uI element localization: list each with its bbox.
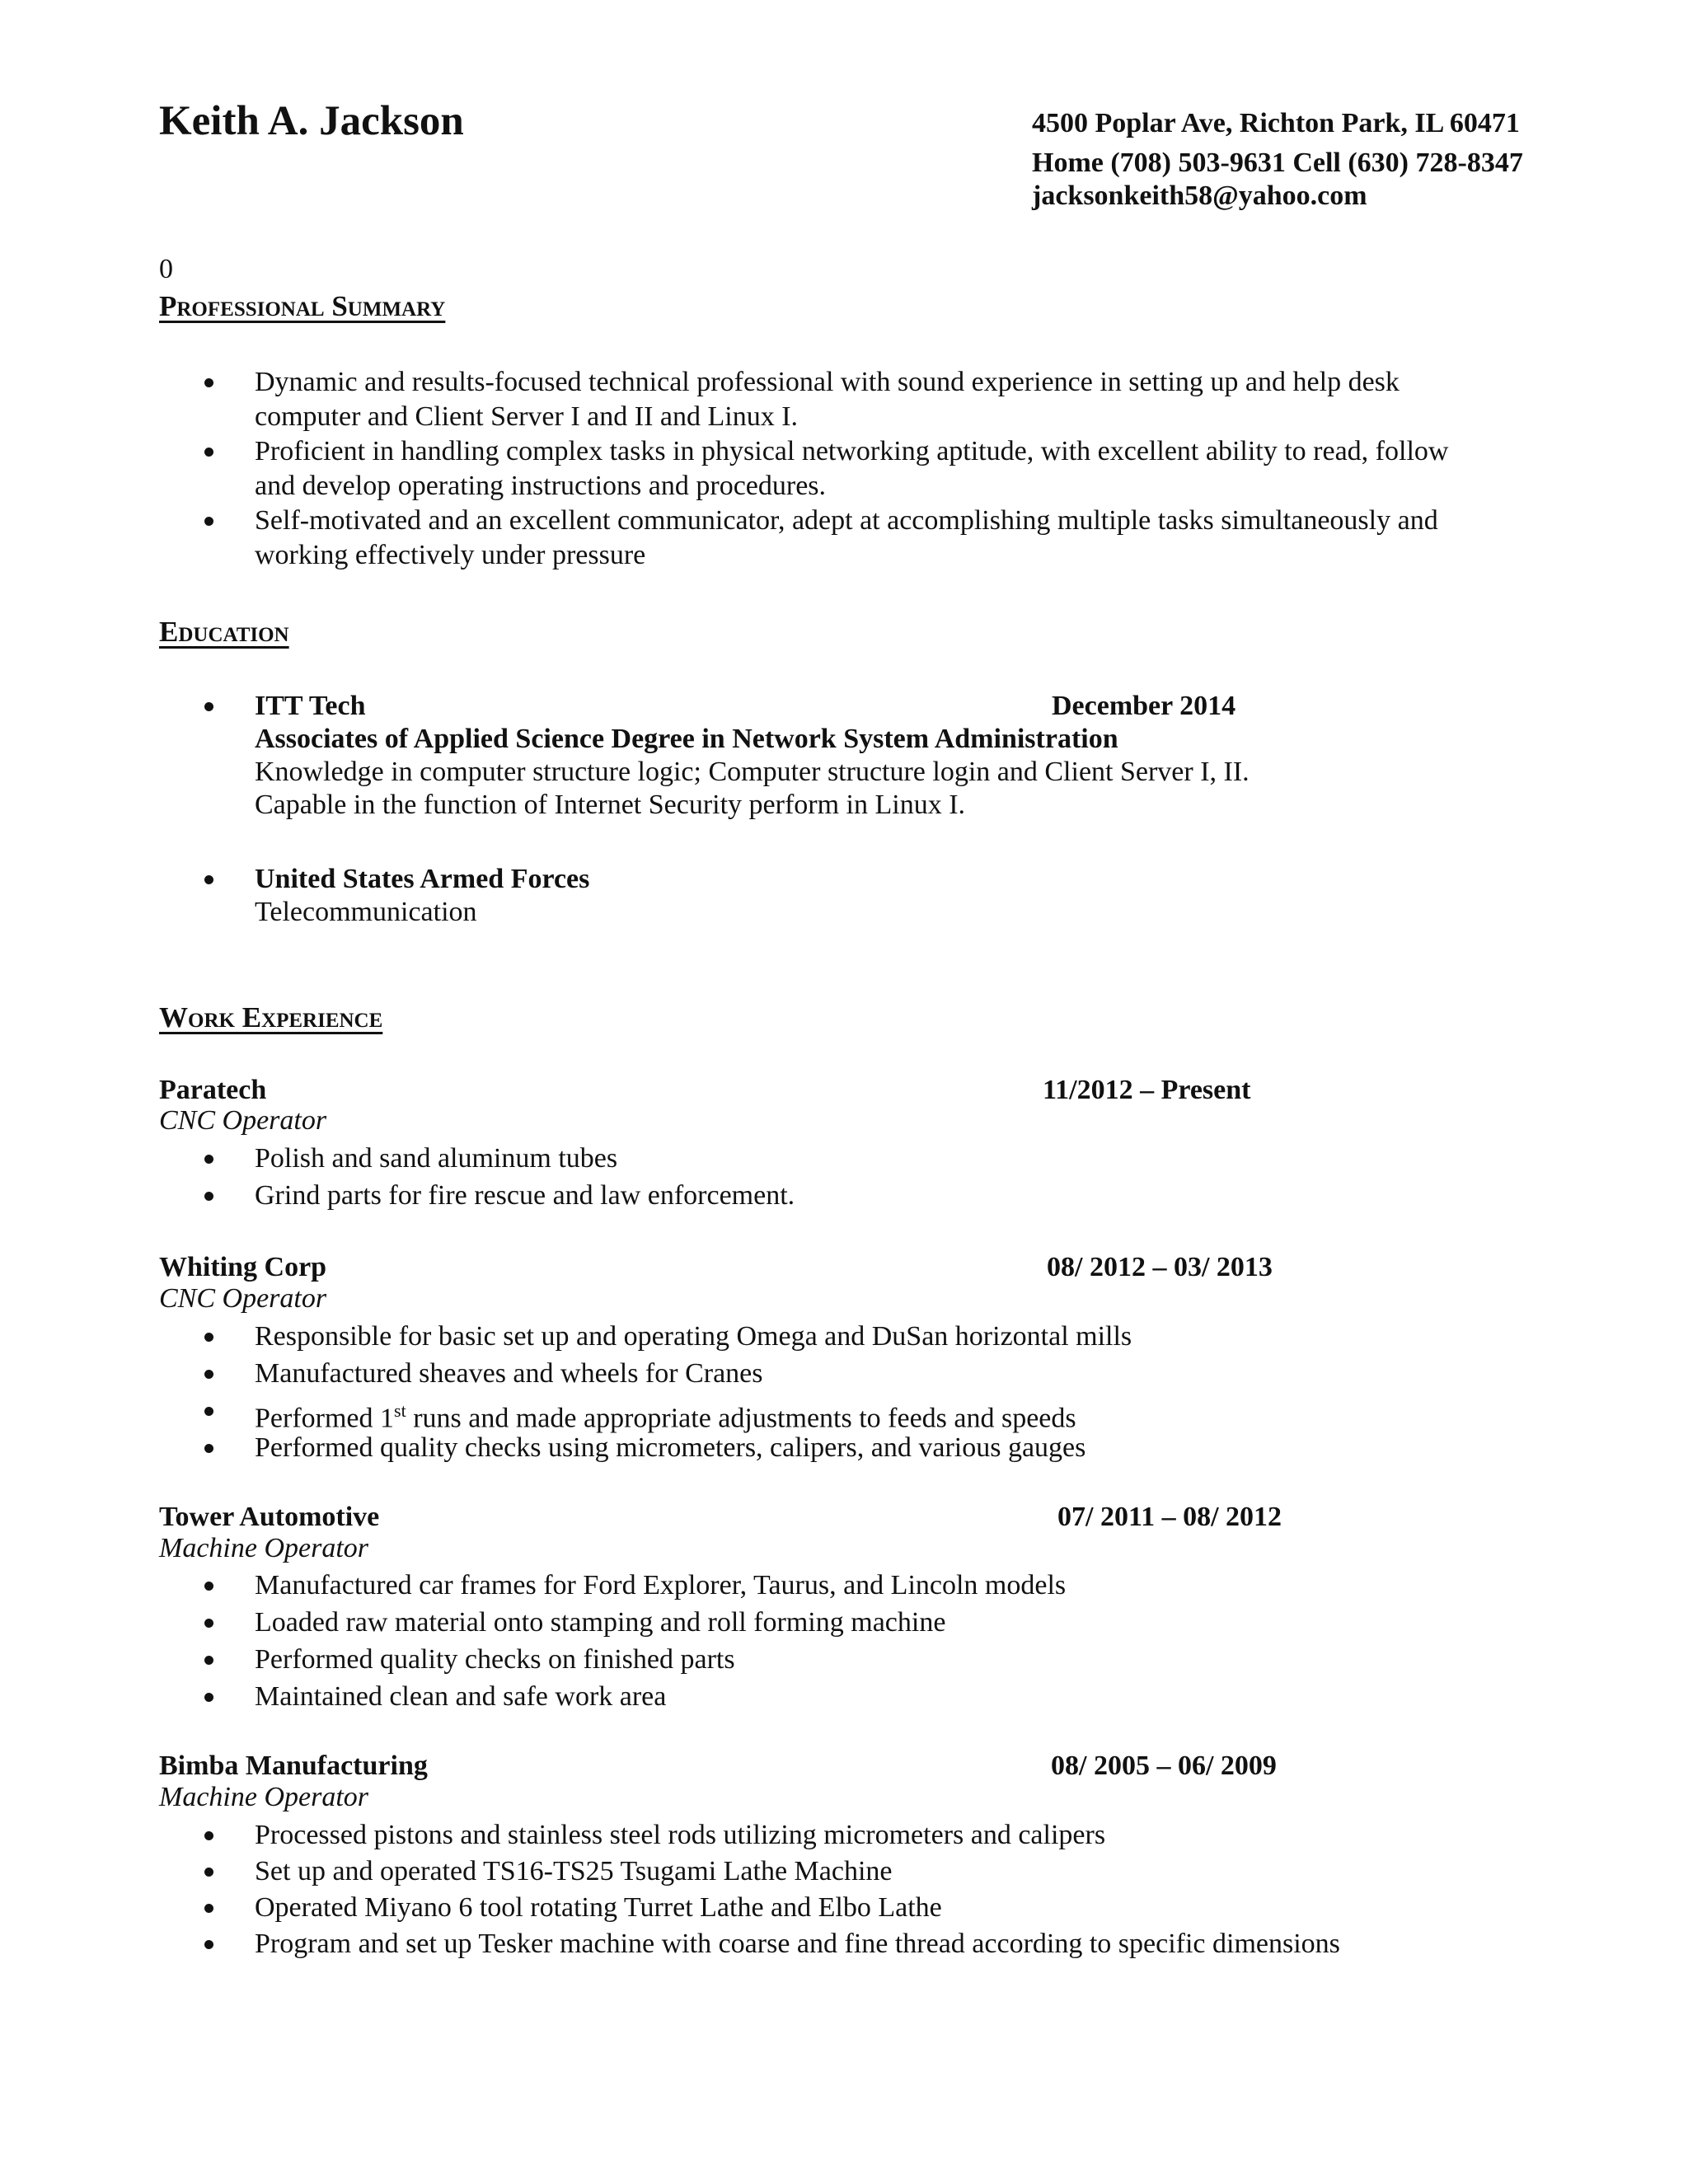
job-bullet-text: Set up and operated TS16-TS25 Tsugami Lathe Machine (255, 1856, 893, 1886)
job-bullet-text: Processed pistons and stainless steel rods utilizing micrometers and calipers (255, 1820, 1106, 1850)
job-bullet-text: Responsible for basic set up and operating Omega and DuSan horizontal mills (255, 1321, 1132, 1352)
company-name: Tower Automotive (159, 1502, 380, 1532)
candidate-name: Keith A. Jackson (159, 98, 464, 144)
phone-numbers: Home (708) 503-9631 Cell (630) 728-8347 (1032, 148, 1523, 178)
bullet-icon (204, 1619, 213, 1628)
bullet-icon (204, 1370, 213, 1379)
degree: Associates of Applied Science Degree in Network System Administration (255, 724, 1118, 754)
bullet-icon (204, 1831, 213, 1840)
summary-line: and develop operating instructions and procedures. (255, 471, 827, 501)
bullet-icon (204, 1656, 213, 1665)
school-name: United States Armed Forces (255, 864, 590, 894)
bullet-icon (204, 1444, 213, 1453)
job-title: Machine Operator (159, 1533, 369, 1563)
job-title: CNC Operator (159, 1105, 327, 1136)
stray-mark: 0 (159, 254, 173, 284)
bullet-icon (204, 1904, 213, 1913)
bullet-icon (204, 1582, 213, 1591)
bullet-icon (204, 1155, 213, 1164)
education-date: December 2014 (1052, 691, 1236, 721)
bullet-icon (204, 875, 213, 884)
job-bullet-text: Loaded raw material onto stamping and roll forming machine (255, 1607, 946, 1638)
school-name: ITT Tech (255, 691, 366, 721)
job-bullet-text: Grind parts for fire rescue and law enforcement. (255, 1180, 795, 1211)
bullet-icon (204, 702, 213, 711)
job-bullet-text: Performed 1st runs and made appropriate adjustments to feeds and speeds (255, 1400, 1076, 1434)
bullet-icon (204, 448, 213, 457)
job-title: Machine Operator (159, 1782, 369, 1812)
summary-line: Self-motivated and an excellent communicator, adept at accomplishing multiple tasks simultaneously and (255, 505, 1438, 536)
work-heading: Work Experience (159, 1001, 383, 1033)
education-detail: Knowledge in computer structure logic; Computer structure login and Client Server I, II. (255, 757, 1250, 787)
job-dates: 11/2012 – Present (1043, 1075, 1251, 1105)
job-bullet-text: Performed quality checks using micrometers, calipers, and various gauges (255, 1432, 1086, 1463)
education-heading: Education (159, 616, 289, 648)
job-bullet-text: Performed quality checks on finished parts (255, 1644, 735, 1675)
bullet-icon (204, 1940, 213, 1949)
email: jacksonkeith58@yahoo.com (1032, 180, 1367, 211)
job-title: CNC Operator (159, 1283, 327, 1314)
company-name: Paratech (159, 1075, 267, 1105)
company-name: Whiting Corp (159, 1252, 327, 1282)
job-bullet-text: Program and set up Tesker machine with coarse and fine thread according to specific dimensions (255, 1929, 1340, 1959)
job-bullet-text: Operated Miyano 6 tool rotating Turret Lathe and Elbo Lathe (255, 1892, 942, 1923)
education-detail: Telecommunication (255, 897, 477, 927)
summary-line: computer and Client Server I and II and Linux I. (255, 401, 799, 432)
job-bullet-text: Manufactured car frames for Ford Explorer, Taurus, and Lincoln models (255, 1570, 1067, 1601)
bullet-icon (204, 1333, 213, 1342)
bullet-icon (204, 1693, 213, 1702)
job-dates: 08/ 2005 – 06/ 2009 (1051, 1750, 1277, 1781)
summary-heading: Professional Summary (159, 290, 446, 322)
company-name: Bimba Manufacturing (159, 1750, 428, 1781)
job-dates: 07/ 2011 – 08/ 2012 (1057, 1502, 1282, 1532)
job-bullet-text: Manufactured sheaves and wheels for Cranes (255, 1358, 763, 1389)
bullet-icon (204, 1868, 213, 1877)
summary-line: Dynamic and results-focused technical professional with sound experience in setting up and help desk (255, 367, 1400, 397)
bullet-icon (204, 1192, 213, 1201)
address: 4500 Poplar Ave, Richton Park, IL 60471 (1032, 108, 1520, 138)
job-bullet-text: Polish and sand aluminum tubes (255, 1143, 618, 1174)
bullet-icon (204, 378, 213, 387)
bullet-icon (204, 1407, 213, 1416)
summary-line: working effectively under pressure (255, 540, 646, 570)
summary-line: Proficient in handling complex tasks in physical networking aptitude, with excellent ability to read, follow (255, 436, 1449, 466)
bullet-icon (204, 517, 213, 526)
education-detail: Capable in the function of Internet Security perform in Linux I. (255, 790, 966, 820)
job-dates: 08/ 2012 – 03/ 2013 (1047, 1252, 1273, 1282)
job-bullet-text: Maintained clean and safe work area (255, 1681, 667, 1712)
